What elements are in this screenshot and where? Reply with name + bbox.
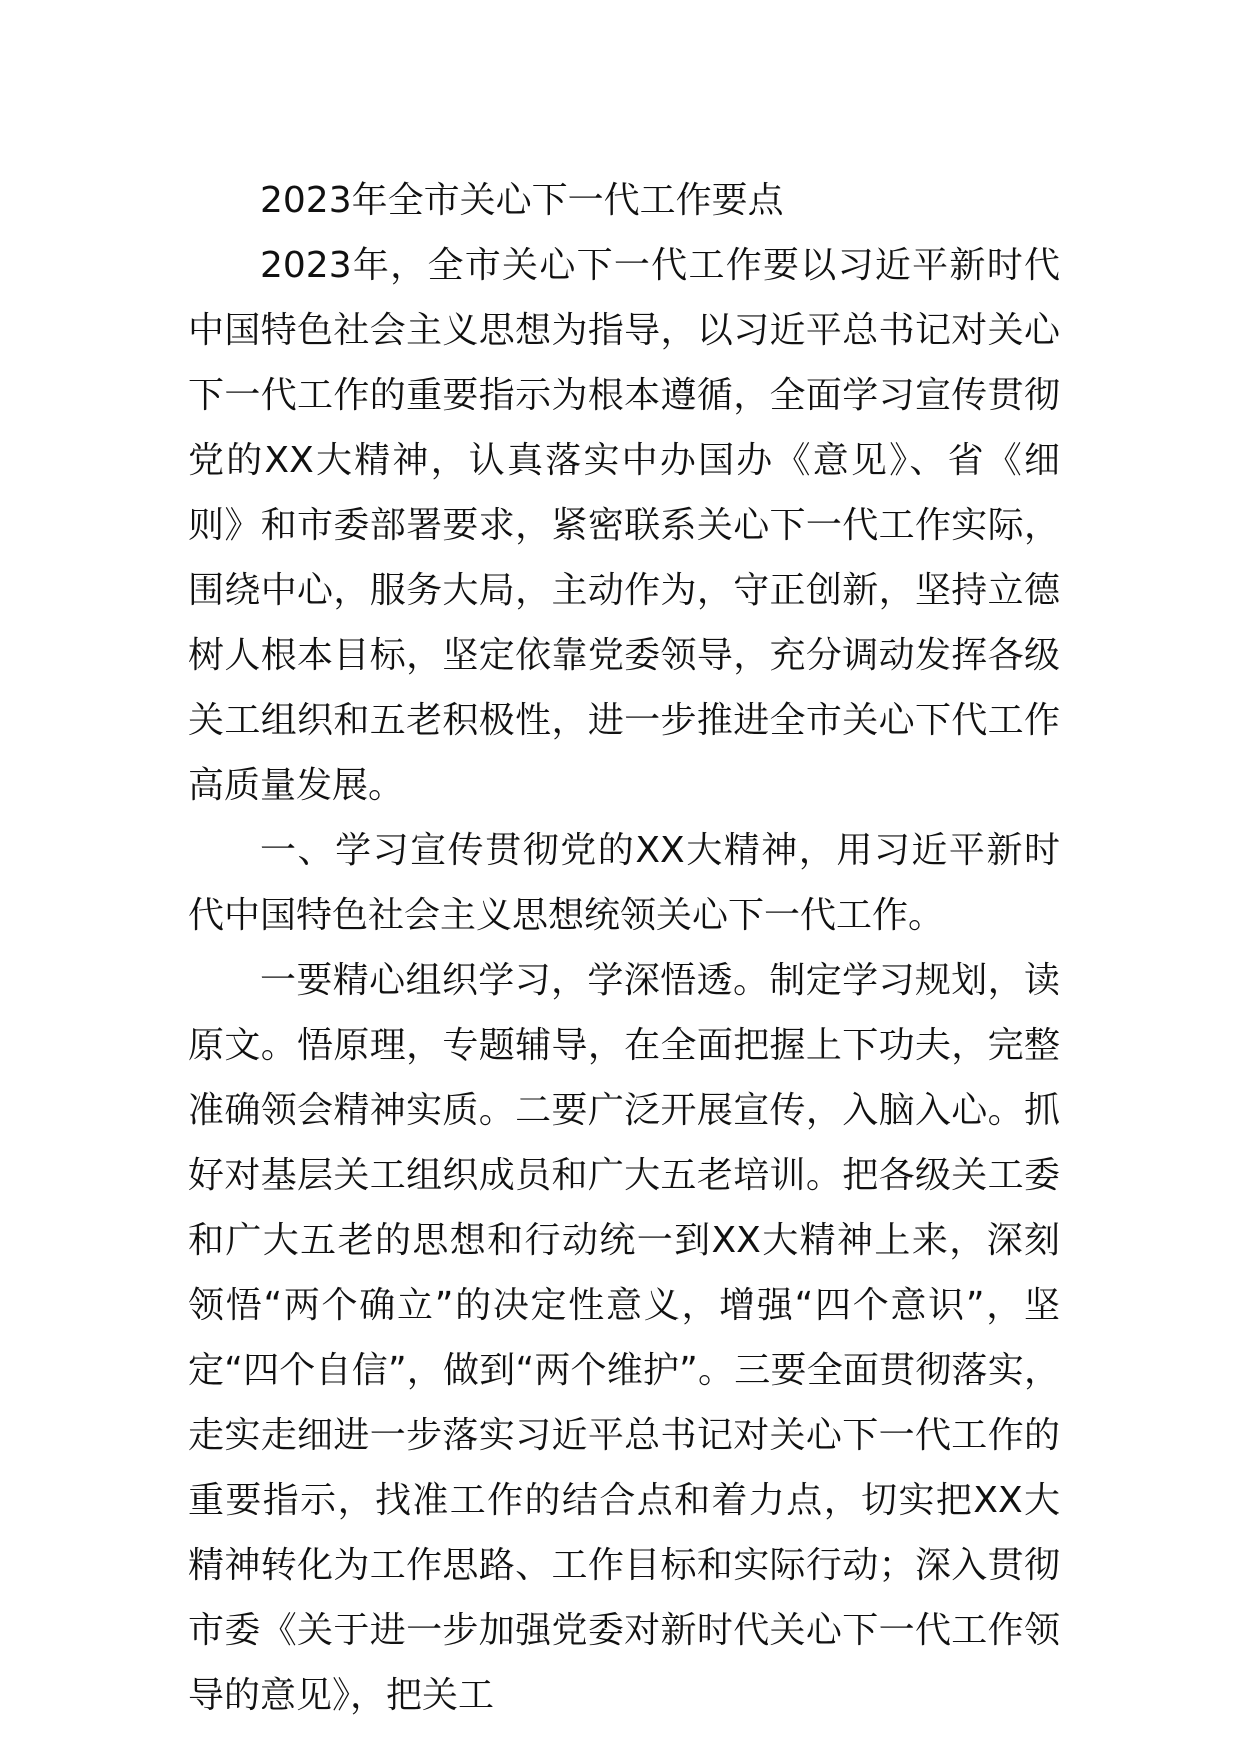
paragraph-intro: 2023年，全市关心下一代工作要以习近平新时代中国特色社会主义思想为指导，以习近平总书记对关心下一代工作的重要指示为根本遵循，全面学习宣传贯彻党的XX大精神，认真落实中办国办《意见》、省《细则》和市委部署要求，紧密联系关心下一代工作实际，围绕中心，服务大局，主动作为，守正创新，坚持立德树人根本目标，坚定依靠党委领导，充分调动发挥各级关工组织和五老积极性，进一步推进全市关心下代工作高质量发展。 xyxy=(188,245,1060,806)
section-heading-1: 一、学习宣传贯彻党的XX大精神，用习近平新时代中国特色社会主义思想统领关心下一代工作。 xyxy=(188,830,1060,936)
document-title: 2023年全市关心下一代工作要点 xyxy=(260,180,784,221)
document-body xyxy=(188,168,1060,1728)
paragraph-section-1: 一要精心组织学习，学深悟透。制定学习规划，读原文。悟原理，专题辅导，在全面把握上下功夫，完整准确领会精神实质。二要广泛开展宣传，入脑入心。抓好对基层关工组织成员和广大五老培训。把各级关工委和广大五老的思想和行动统一到XX大精神上来，深刻领悟“两个确立”的决定性意义，增强“四个意识”，坚定“四个自信”，做到“两个维护”。三要全面贯彻落实，走实走细进一步落实习近平总书记对关心下一代工作的重要指示，找准工作的结合点和着力点，切实把XX大精神转化为工作思路、工作目标和实际行动；深入贯彻市委《关于进一步加强党委对新时代关心下一代工作领导的意见》，把关工 xyxy=(188,960,1060,1716)
